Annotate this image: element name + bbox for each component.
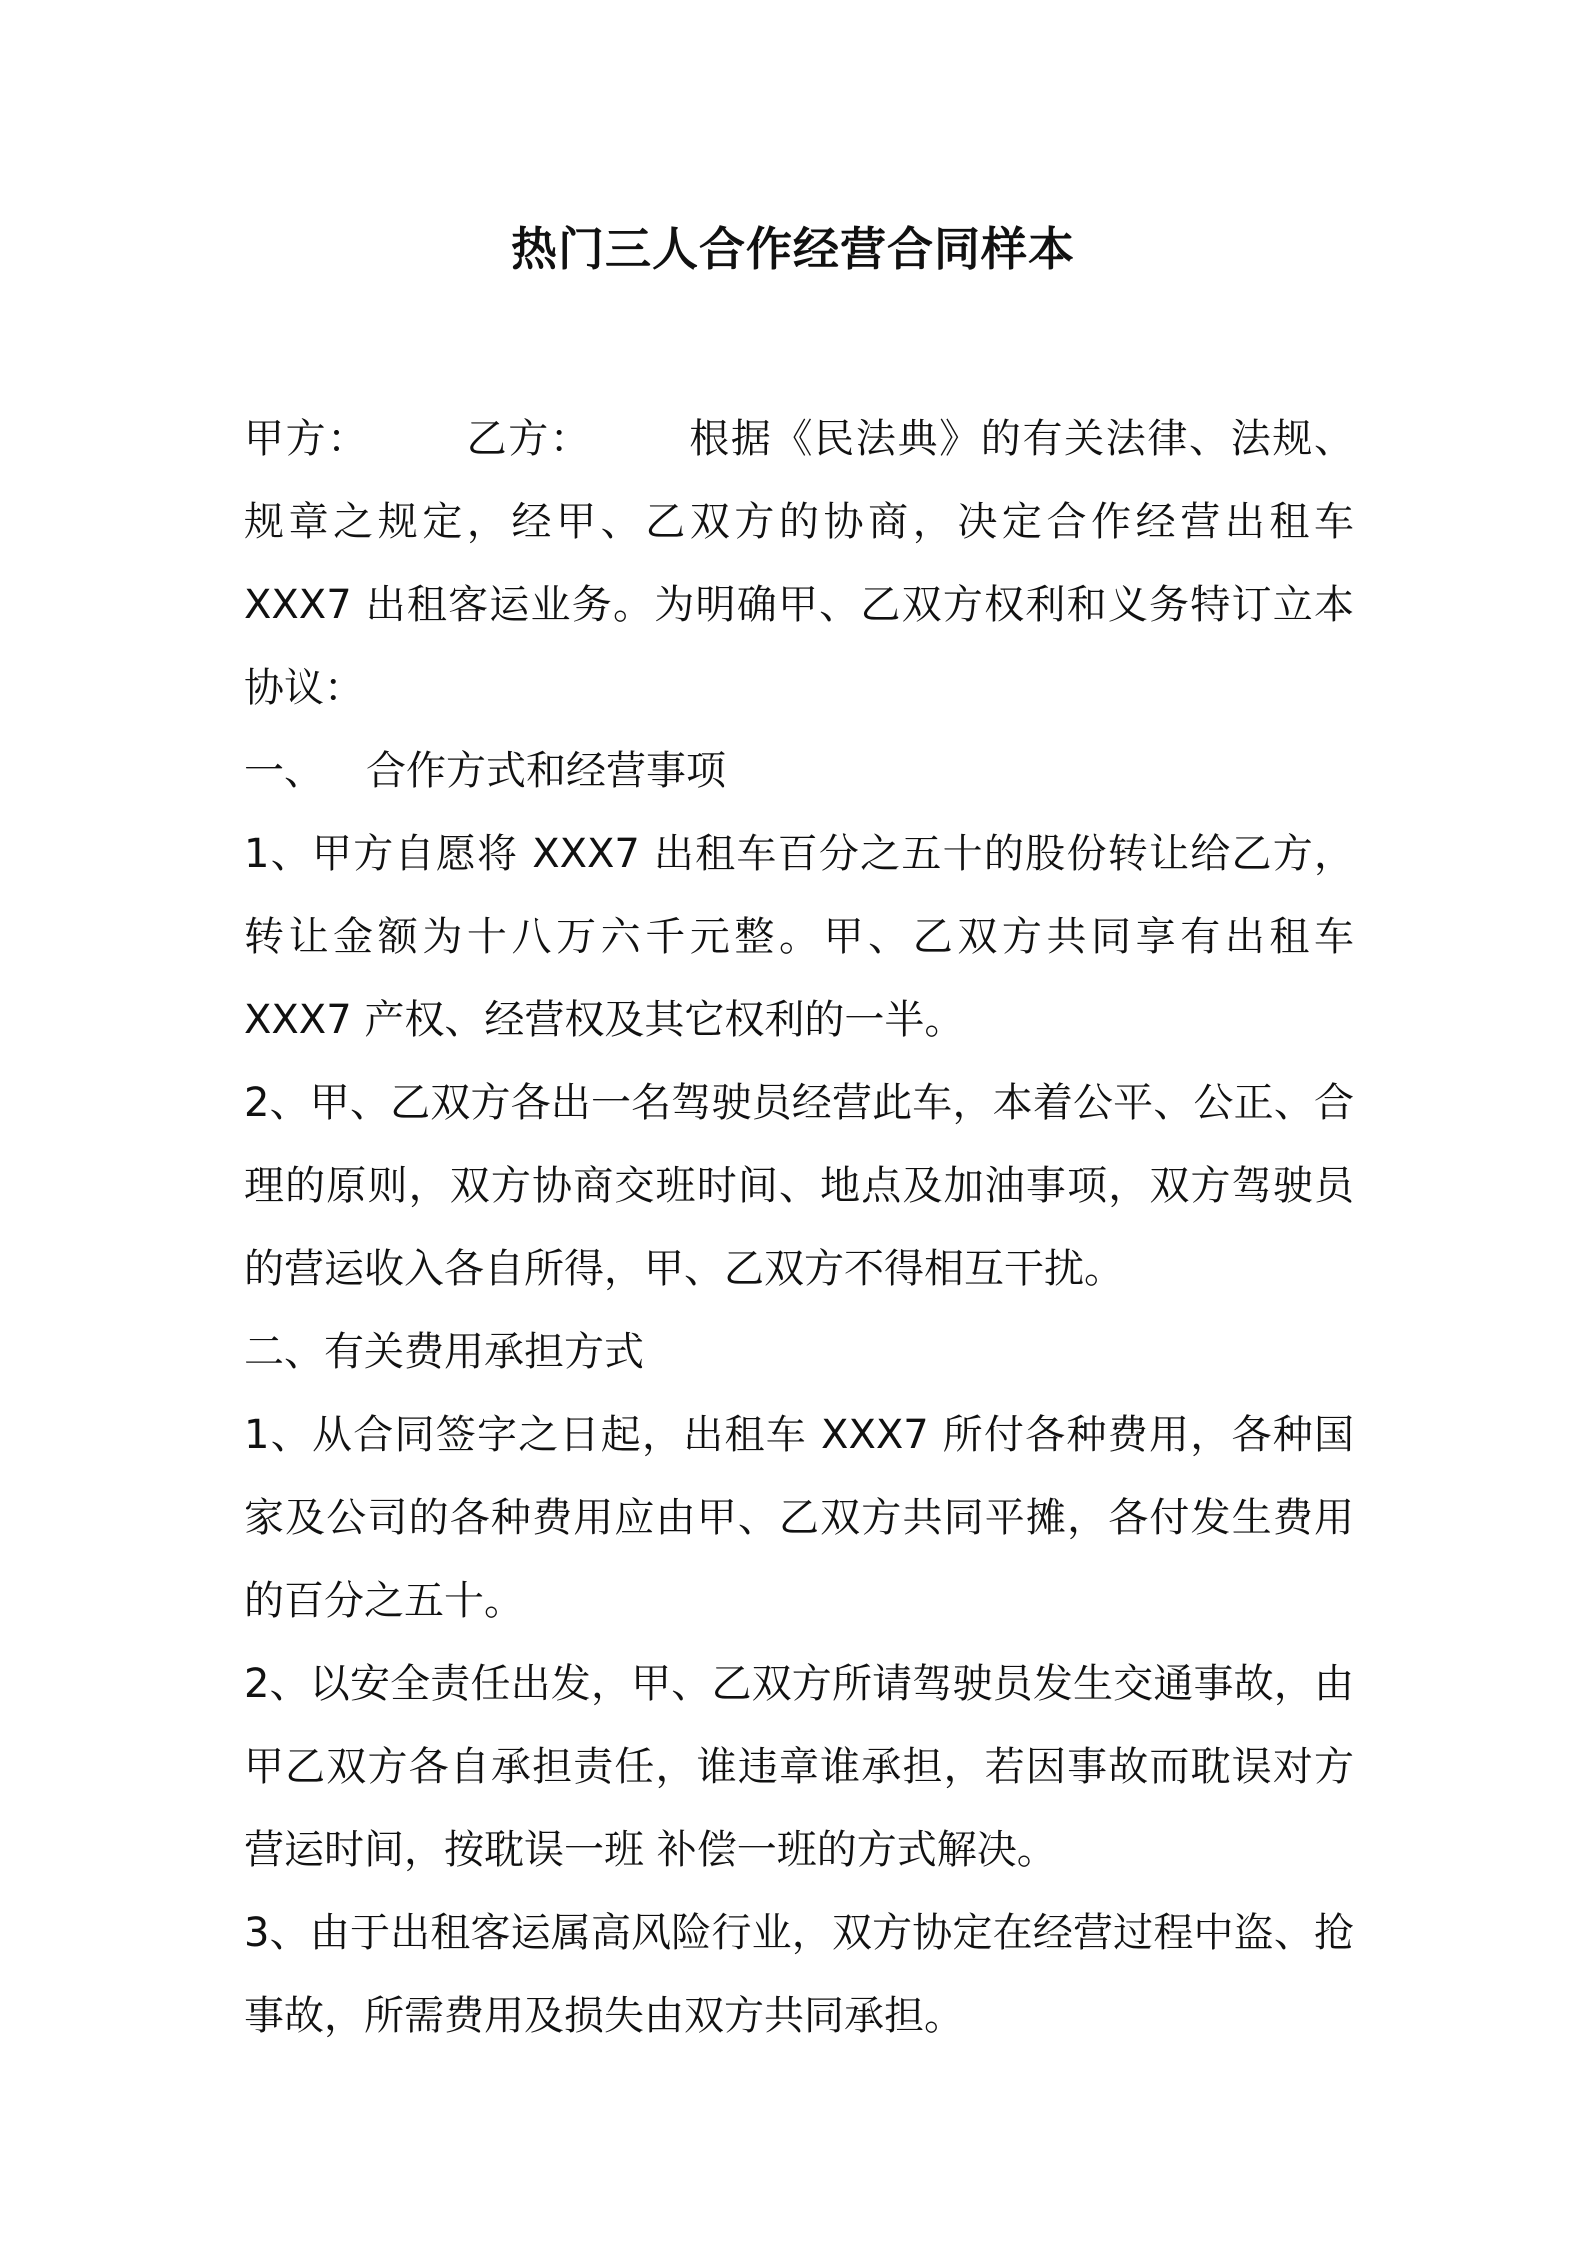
document-title: 热门三人合作经营合同样本 (511, 222, 1075, 276)
section-heading-1 (244, 730, 1354, 813)
section-heading-2-text: 有关费用承担方式 (324, 1329, 644, 1375)
clause-1-2: 2、甲、乙双方各出一名驾驶员经营此车，本着公平、公正、合理的原则，双方协商交班时间、地点及加油事项，双方驾驶员的营运收入各自所得，甲、乙双方不得相互干扰。 (244, 1080, 1354, 1292)
clause-2-2: 2、以安全责任出发，甲、乙双方所请驾驶员发生交通事故，由甲乙双方各自承担责任，谁违章谁承担，若因事故而耽误对方营运时间，按耽误一班 补偿一班的方式解决。 (244, 1661, 1354, 1873)
clause-1-1: 1、甲方自愿将 XXX7 出租车百分之五十的股份转让给乙方，转让金额为十八万六千元整。甲、乙双方共同享有出租车 XXX7 产权、经营权及其它权利的一半。 (244, 831, 1354, 1043)
intro-paragraph (244, 398, 1354, 730)
section-heading-2 (244, 1311, 1354, 1394)
clause-2-3: 3、由于出租客运属高风险行业，双方协定在经营过程中盗、抢事故，所需费用及损失由双方共同承担。 (244, 1910, 1354, 2039)
document-body (244, 398, 1354, 2058)
section-heading-1-number: 一、 (244, 748, 324, 794)
section-heading-1-text: 合作方式和经营事项 (366, 748, 726, 794)
party-b-label: 乙方： (464, 416, 592, 462)
clause-2-1: 1、从合同签字之日起，出租车 XXX7 所付各种费用，各种国家及公司的各种费用应由甲、乙双方共同平摊，各付发生费用的百分之五十。 (244, 1412, 1354, 1624)
section-heading-2-number: 二、 (244, 1329, 324, 1375)
party-a-label: 甲方： (244, 416, 369, 462)
intro-text: 根据《民法典》的有关法律、法规、规章之规定，经甲、乙双方的协商，决定合作经营出租车 XXX7 出租客运业务。为明确甲、乙双方权利和义务特订立本协议： (244, 416, 1355, 711)
